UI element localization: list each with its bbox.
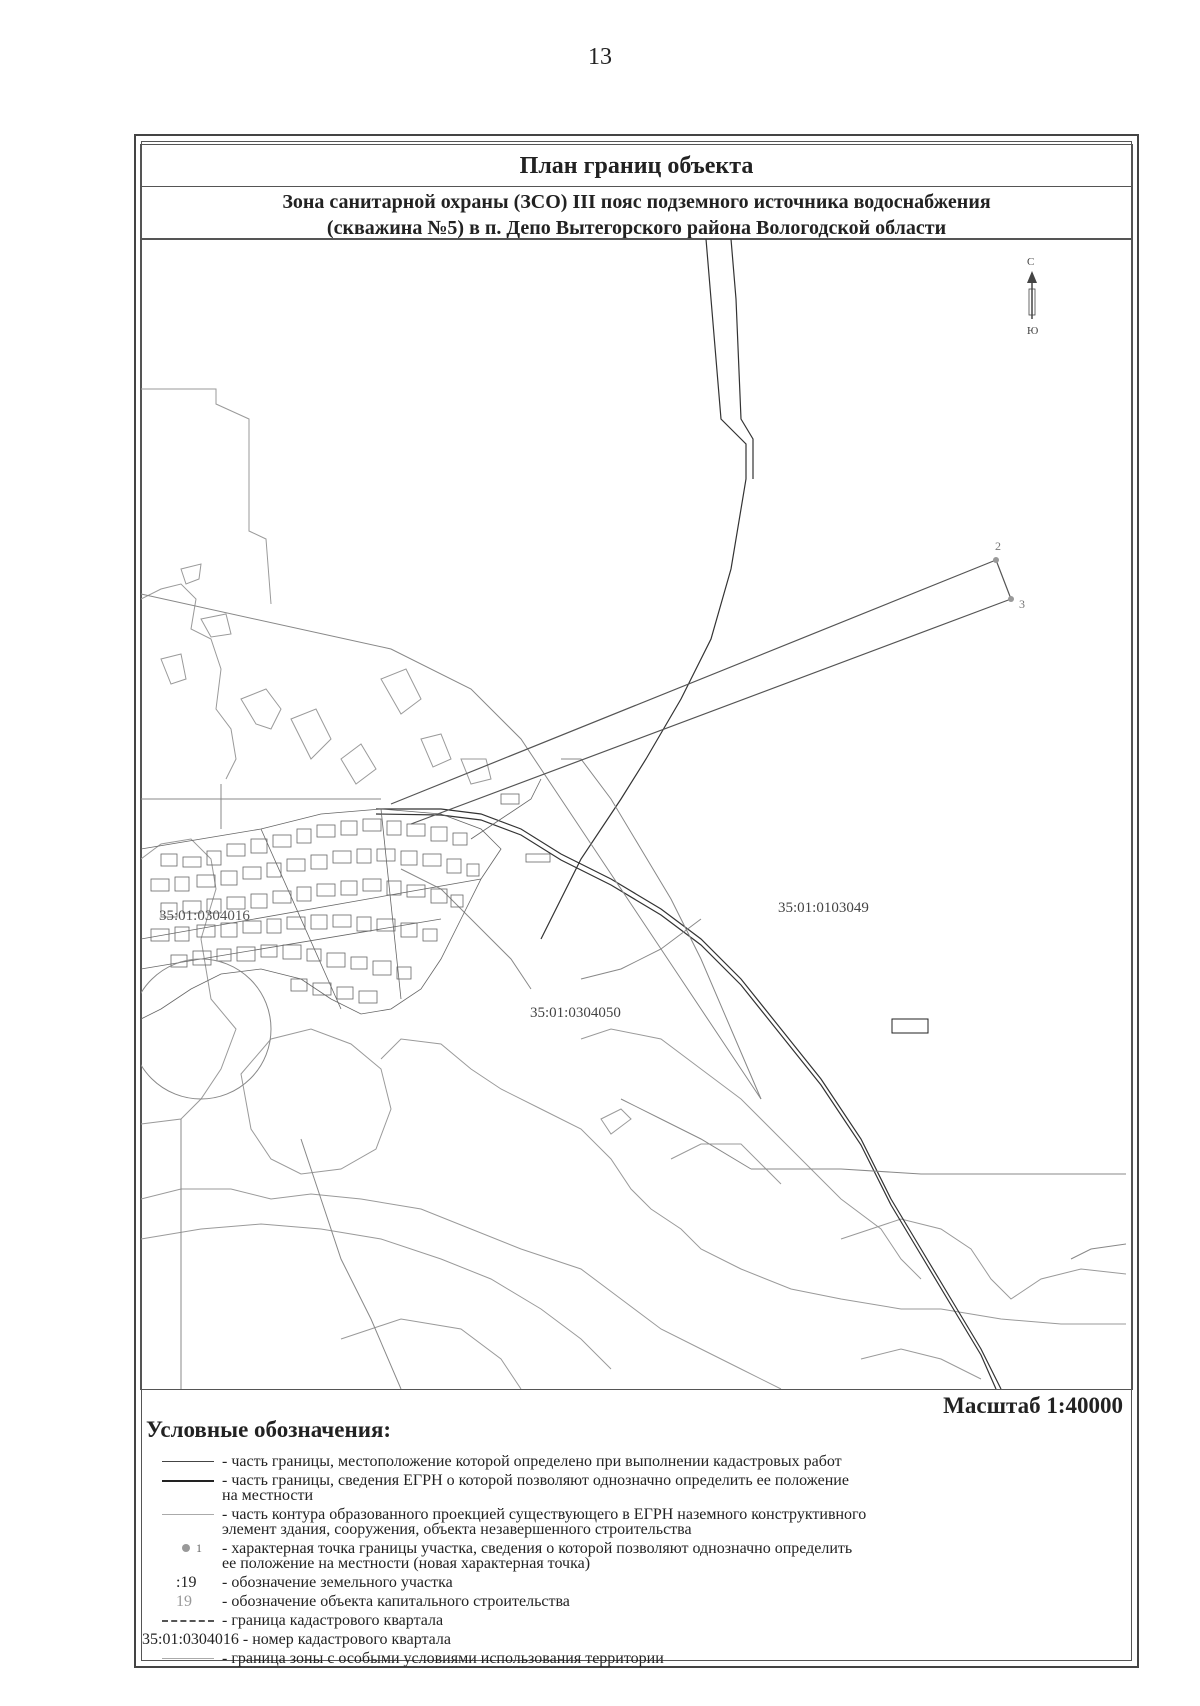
object-rectangle (892, 1019, 928, 1033)
title-box (140, 144, 1133, 187)
legend-item-quarter-number (142, 1632, 1122, 1647)
legend-symbol-light-line (142, 1507, 222, 1522)
legend-title: Условные обозначения: (146, 1417, 392, 1442)
well-buffer-circle (141, 959, 271, 1099)
plan-subtitle-line-2: (скважина №5) в п. Депо Вытегорского района Вологодской области (326, 217, 947, 239)
subtitle-box (140, 186, 1133, 240)
legend-symbol-zone-line (142, 1651, 222, 1666)
legend-text: - номер кадастрового квартала (242, 1631, 451, 1648)
legend-item-quarter-boundary (142, 1613, 1122, 1628)
boundary-lines (141, 594, 1126, 1389)
legend-symbol-quarter-number: 35:01:0304016 (142, 1631, 239, 1648)
quarter-label-0103049: 35:01:0103049 (778, 900, 869, 916)
point-icon (182, 1544, 190, 1552)
railway-lines (376, 239, 1001, 1389)
legend (142, 1454, 1122, 1670)
legend-symbol-point (142, 1541, 222, 1556)
legend-item-egrn-boundary (142, 1473, 1122, 1503)
legend-item-capital-object (142, 1594, 1122, 1609)
north-arrow-icon (1027, 256, 1038, 337)
legend-text: - часть контура образованного проекцией существующего в ЕГРН наземного конструктивного (222, 1506, 867, 1523)
legend-symbol-dashed-line (142, 1613, 222, 1628)
settlement-area (141, 779, 550, 1019)
compass-south-label: Ю (1027, 325, 1039, 337)
quarter-label-0304050: 35:01:0304050 (530, 1005, 621, 1021)
map-sheet (134, 134, 1139, 1668)
legend-symbol-thin-line (142, 1454, 222, 1469)
compass-north-label: С (1027, 256, 1035, 268)
legend-text: - часть границы, сведения ЕГРН о которой позволяют однозначно определить ее положение (222, 1472, 849, 1489)
legend-symbol-land-plot: :19 (176, 1574, 197, 1591)
legend-text: - характерная точка границы участка, сведения о которой позволяют однозначно определить (222, 1540, 853, 1557)
shoreline-outlines (141, 389, 1126, 1389)
legend-text: - обозначение земельного участка (222, 1574, 453, 1591)
map-scale: Масштаб 1:40000 (943, 1393, 1123, 1418)
legend-item-building-contour (142, 1507, 1122, 1537)
legend-item-special-zone-boundary (142, 1651, 1122, 1666)
legend-item-land-plot (142, 1575, 1122, 1590)
quarter-label-0304016: 35:01:0304016 (159, 908, 250, 924)
page-number: 13 (588, 44, 612, 70)
legend-text: - граница кадастрового квартала (222, 1612, 444, 1629)
point-2-label: 2 (995, 539, 1001, 553)
legend-text: - граница зоны с особыми условиями использования территории (222, 1650, 664, 1667)
map-area[interactable] (140, 238, 1133, 1390)
plan-title: План границ объекта (519, 152, 754, 179)
legend-item-cadastral-work-boundary (142, 1454, 1122, 1469)
plan-subtitle-line-1: Зона санитарной охраны (ЗСО) III пояс подземного источника водоснабжения (282, 191, 991, 213)
legend-text-continued: ее положение на местности (новая характерная точка) (222, 1555, 591, 1572)
point-3-label: 3 (1019, 597, 1025, 611)
legend-text: - обозначение объекта капитального строительства (222, 1593, 570, 1610)
characteristic-point-3[interactable] (1008, 596, 1014, 602)
legend-item-characteristic-point (142, 1541, 1122, 1571)
legend-point-number: 1 (196, 1541, 202, 1555)
characteristic-point-2[interactable] (993, 557, 999, 563)
legend-text-continued: элемент здания, сооружения, объекта незавершенного строительства (222, 1521, 692, 1538)
legend-symbol-capital-object: 19 (176, 1593, 192, 1610)
zso-zone-boundary (391, 560, 1011, 824)
map-drawing (141, 239, 1126, 1389)
legend-text-continued: на местности (222, 1487, 313, 1504)
legend-text: - часть границы, местоположение которой определено при выполнении кадастровых работ (222, 1453, 842, 1470)
legend-symbol-bold-line (142, 1473, 222, 1488)
